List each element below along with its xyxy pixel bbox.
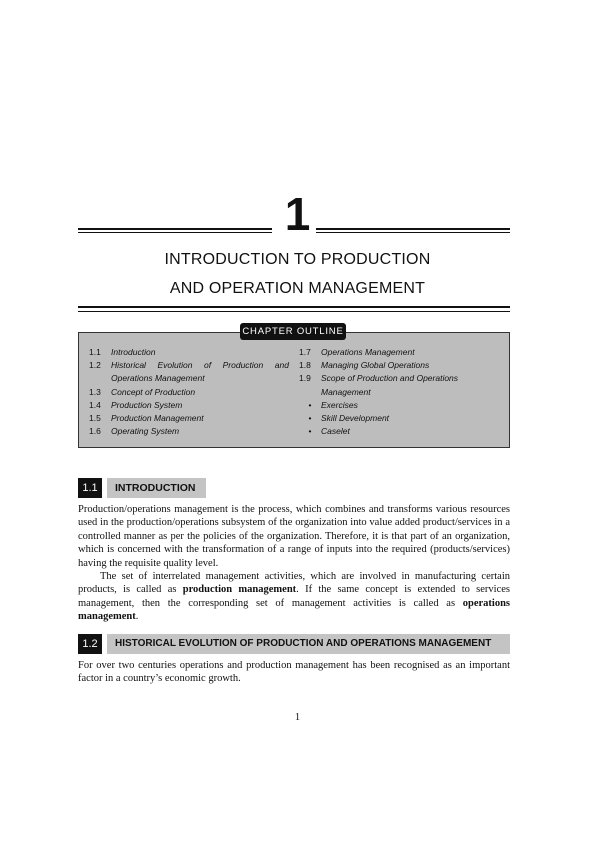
outline-item-number: 1.3 <box>89 386 101 397</box>
outline-item[interactable] <box>89 412 289 425</box>
outline-right-column <box>299 346 489 438</box>
outline-item[interactable] <box>299 359 489 372</box>
outline-item[interactable] <box>299 425 489 438</box>
chapter-rule-right <box>316 228 510 233</box>
outline-item-number: 1.9 <box>299 373 311 384</box>
bullet-icon: • <box>308 413 312 424</box>
bold-term: production management <box>182 584 297 596</box>
section-heading: HISTORICAL EVOLUTION OF PRODUCTION AND OPERATIONS MANAGEMENT <box>107 634 510 654</box>
outline-item[interactable] <box>299 372 489 398</box>
outline-item[interactable] <box>299 346 489 359</box>
text-run: . <box>135 611 139 623</box>
bold-term: operations management <box>78 597 510 623</box>
text-run: The set of interrelated management activities, which are involved in manufacturing certain products, is called as <box>78 571 510 596</box>
section-number-badge: 1.2 <box>78 634 102 654</box>
outline-item-text: Introduction <box>111 347 156 357</box>
outline-item[interactable] <box>89 425 289 438</box>
text-run: . If the same concept is extended to services management, then the corresponding set of management activities is called as <box>78 584 510 609</box>
outline-item[interactable] <box>299 412 489 425</box>
outline-item-text: Operations Management <box>321 347 415 357</box>
chapter-rule-left <box>78 228 272 233</box>
outline-item[interactable] <box>299 399 489 412</box>
bullet-icon: • <box>308 399 312 410</box>
outline-item-text: Exercises <box>321 399 358 410</box>
outline-item-number: 1.7 <box>299 347 311 357</box>
outline-item-number: 1.4 <box>89 399 101 410</box>
paragraph <box>78 570 510 624</box>
outline-item-number: 1.5 <box>89 413 101 424</box>
title-rule-top <box>78 306 510 308</box>
section-number-badge: 1.1 <box>78 478 102 498</box>
section-1-2-body <box>78 659 510 686</box>
outline-item-number: 1.1 <box>89 347 101 357</box>
outline-item-text: Concept of Production <box>111 386 196 397</box>
outline-item-number: 1.2 <box>89 360 101 371</box>
outline-item-text: Scope of Production and Operations Management <box>321 373 459 397</box>
outline-item[interactable] <box>89 386 289 399</box>
chapter-outline-label: CHAPTER OUTLINE <box>240 323 346 340</box>
chapter-title-line-1: INTRODUCTION TO PRODUCTION <box>164 251 431 268</box>
outline-item-text: Historical Evolution of Production and Operations Management <box>111 360 289 384</box>
title-rule-bottom <box>78 311 510 312</box>
section-heading: INTRODUCTION <box>107 478 206 498</box>
chapter-title-line-2: AND OPERATION MANAGEMENT <box>169 280 426 297</box>
outline-left-column <box>89 346 289 438</box>
outline-item-number: 1.6 <box>89 426 101 437</box>
outline-item-text: Caselet <box>321 426 350 437</box>
outline-item-text: Managing Global Operations <box>321 360 430 371</box>
outline-item-text: Production Management <box>111 413 204 424</box>
outline-item-text: Operating System <box>111 426 180 437</box>
outline-item[interactable] <box>89 346 289 359</box>
outline-item-text: Skill Development <box>321 413 390 424</box>
paragraph: For over two centuries operations and production management has been recognised as an important factor in a country’s economic growth. <box>78 660 510 685</box>
page-number: 1 <box>294 712 301 723</box>
outline-item-number: 1.8 <box>299 360 311 371</box>
outline-item[interactable] <box>89 359 289 385</box>
section-1-1-body <box>78 503 510 624</box>
bullet-icon: • <box>308 426 312 437</box>
chapter-number: 1 <box>284 188 311 240</box>
outline-item-text: Production System <box>111 399 183 410</box>
paragraph: Production/operations management is the process, which combines and transforms various resources used in the production/operations subsystem of the organization into value added product/services in a controlled manner as per the policies of the organization. Therefore, it is that part of an organization, which is concerned with the transformation of a range of inputs into the required (products/services) having the requisite quality level. <box>78 504 510 569</box>
outline-item[interactable] <box>89 399 289 412</box>
